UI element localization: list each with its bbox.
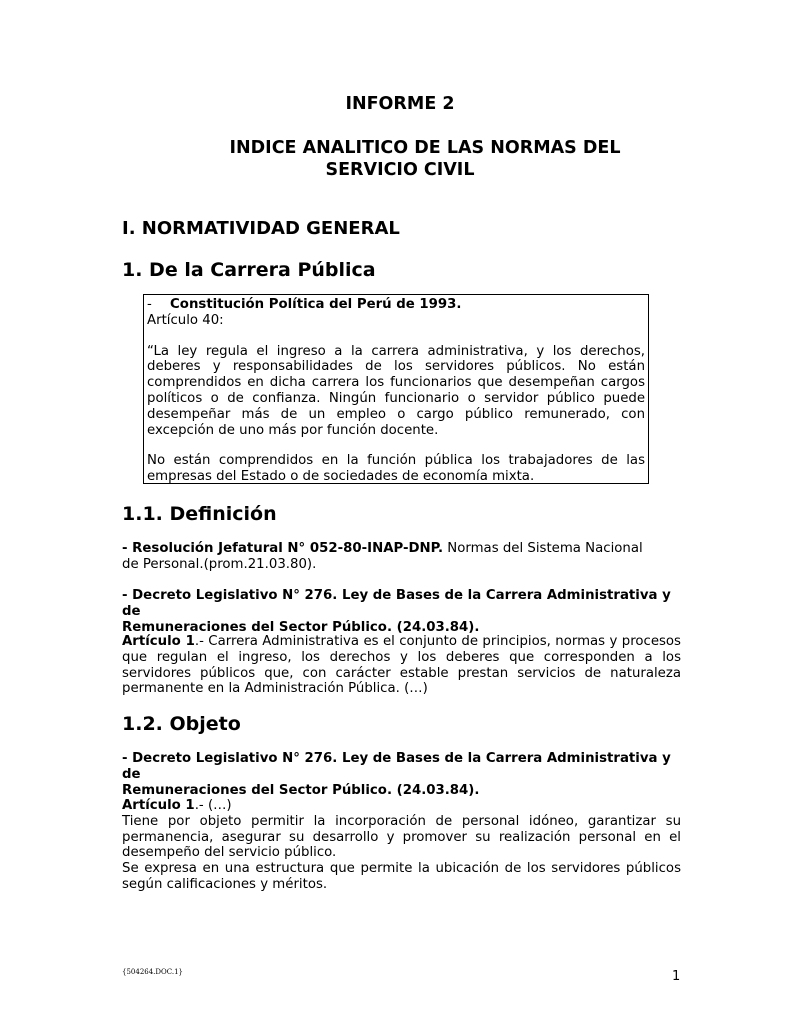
box-paragraph-2: No están comprendidos en la función pública los trabajadores de las empresas del Estado o de sociedades de economía mixta. (147, 453, 645, 485)
object-article-label: Artículo 1 (122, 798, 195, 813)
object-article (122, 798, 681, 893)
object-paragraph-2: Se expresa en una estructura que permite la ubicación de los servidores públicos según calificaciones y méritos. (122, 861, 681, 892)
resolution-desc: Normas del Sistema Nacional (443, 541, 643, 556)
page-number: 1 (672, 969, 681, 984)
resolution-title: - Resolución Jefatural N° 052-80-INAP-DNP. (122, 541, 444, 556)
definition-article-label: Artículo 1 (122, 634, 195, 649)
object-heading: 1.2. Objeto (122, 713, 241, 735)
resolution-reference (122, 541, 682, 573)
report-title: INFORME 2 (345, 94, 455, 114)
object-article-text: .- (…) (194, 798, 232, 813)
decree-1-line2: Remuneraciones del Sector Público. (24.03.84). (122, 619, 480, 635)
box-dash: - (147, 297, 152, 312)
definition-article-text: .- Carrera Administrativa es el conjunto de principios, normas y procesos que regulan el ingreso, los derechos y los deberes que corresponden a los servidores públicos que, con carácter estable prestan servicios de naturaleza permanente en la Administración Pública. (…) (122, 634, 681, 697)
decree-2-line1: - Decreto Legislativo N° 276. Ley de Bases de la Carrera Administrativa y de (122, 751, 671, 782)
decree-1-line1: - Decreto Legislativo N° 276. Ley de Bases de la Carrera Administrativa y de (122, 588, 671, 619)
definition-heading: 1.1. Definición (122, 503, 277, 525)
index-title-line2: SERVICIO CIVIL (325, 160, 475, 180)
constitution-box (143, 294, 649, 484)
document-code: {504264.DOC.1} (122, 968, 183, 976)
index-title-line1: INDICE ANALITICO DE LAS NORMAS DEL (229, 138, 621, 158)
resolution-line2: de Personal.(prom.21.03.80). (122, 556, 317, 572)
box-article-label: Artículo 40: (147, 312, 224, 328)
object-paragraph-1: Tiene por objeto permitir la incorporación de personal idóneo, garantizar su permanencia, asegurar su desarrollo y promover su realización personal en el desempeño del servicio público. (122, 813, 681, 861)
definition-article (122, 634, 681, 697)
section-heading: I. NORMATIVIDAD GENERAL (122, 218, 400, 239)
decree-2-line2: Remuneraciones del Sector Público. (24.03.84). (122, 782, 480, 798)
decree-reference-2 (122, 751, 682, 798)
box-paragraph-1: “La ley regula el ingreso a la carrera administrativa, y los derechos, deberes y responsabilidades de los servidores públicos. No están comprendidos en dicha carrera los funcionarios que desempeñan cargos políticos o de confianza. Ningún funcionario o servidor público puede desempeñar más de un empleo o cargo público remunerado, con excepción de uno más por función docente. (147, 343, 645, 438)
decree-reference-1 (122, 588, 682, 635)
subsection-heading: 1. De la Carrera Pública (122, 259, 376, 281)
box-law-title: Constitución Política del Perú de 1993. (170, 297, 462, 312)
